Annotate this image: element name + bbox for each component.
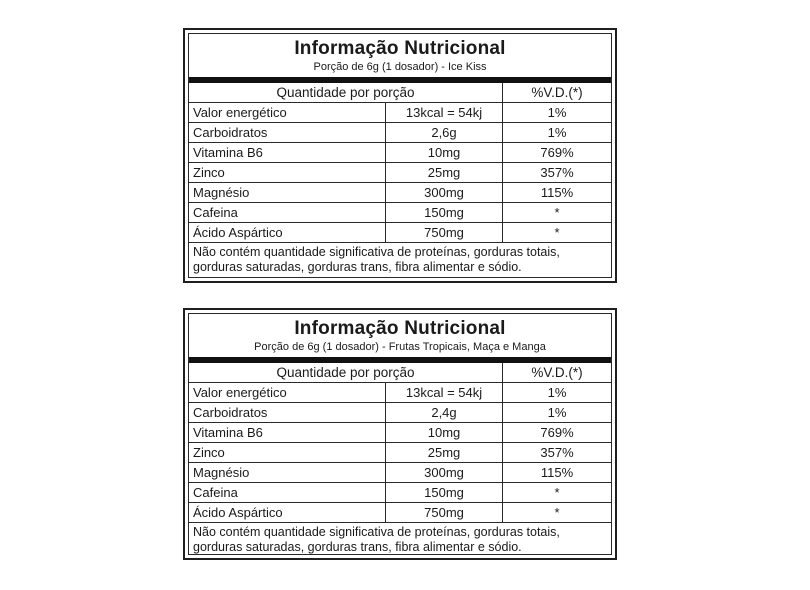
col-header-quantity: Quantidade por porção [189,83,503,102]
nutrient-name: Valor energético [189,103,386,122]
serving-size: Porção de 6g (1 dosador) - Frutas Tropicais, Maça e Manga [254,341,546,353]
label-header [189,34,611,77]
nutrient-dv: * [554,485,560,500]
nutrient-name: Ácido Aspártico [189,223,386,242]
nutrient-name: Carboidratos [189,403,386,422]
nutrient-amount: 25mg [386,163,503,182]
table-row [189,443,611,463]
nutrient-dv: 769% [540,425,574,440]
nutrient-name: Valor energético [189,383,386,402]
nutrient-amount: 2,4g [386,403,503,422]
table-row [189,403,611,423]
table-row [189,503,611,523]
nutrient-dv: 357% [540,165,574,180]
nutrient-name: Vitamina B6 [189,423,386,442]
nutrient-amount: 2,6g [386,123,503,142]
nutrition-label-ice-kiss [183,28,617,283]
label-title: Informação Nutricional [294,38,506,59]
serving-size: Porção de 6g (1 dosador) - Ice Kiss [313,61,487,73]
col-header-dv: %V.D.(*) [531,364,583,380]
nutrient-dv: 115% [540,185,574,200]
table-row [189,123,611,143]
label-header [189,314,611,357]
table-row [189,103,611,123]
table-header-row [189,363,611,383]
nutrient-name: Magnésio [189,463,386,482]
table-header-row [189,83,611,103]
footnote: Não contém quantidade significativa de proteínas, gorduras totais, gorduras saturadas, gorduras trans, fibra alimentar e sódio. [193,245,560,274]
nutrient-amount: 750mg [386,503,503,522]
table-row [189,463,611,483]
table-row [189,423,611,443]
footnote: Não contém quantidade significativa de proteínas, gorduras totais, gorduras saturadas, gorduras trans, fibra alimentar e sódio. [193,525,560,554]
nutrient-amount: 750mg [386,223,503,242]
table-row [189,203,611,223]
nutrient-name: Ácido Aspártico [189,503,386,522]
table-row [189,223,611,243]
nutrient-name: Cafeina [189,203,386,222]
nutrient-amount: 300mg [386,463,503,482]
nutrition-label-frame [188,313,612,555]
nutrition-label-frutas-tropicais [183,308,617,560]
col-header-quantity: Quantidade por porção [189,363,503,382]
nutrient-name: Carboidratos [189,123,386,142]
nutrient-name: Zinco [189,163,386,182]
nutrient-dv: * [554,505,560,520]
nutrient-dv: * [554,205,560,220]
nutrient-dv: * [554,225,560,240]
nutrient-amount: 150mg [386,203,503,222]
nutrient-name: Magnésio [189,183,386,202]
nutrient-amount: 150mg [386,483,503,502]
nutrient-amount: 25mg [386,443,503,462]
nutrient-amount: 13kcal = 54kj [386,103,503,122]
nutrition-label-frame [188,33,612,278]
table-row [189,183,611,203]
label-title: Informação Nutricional [294,318,506,339]
nutrient-dv: 357% [540,445,574,460]
table-row [189,483,611,503]
nutrient-dv: 115% [540,465,574,480]
nutrient-dv: 1% [547,105,567,120]
nutrient-amount: 10mg [386,423,503,442]
table-row [189,163,611,183]
nutrient-name: Vitamina B6 [189,143,386,162]
nutrient-dv: 1% [547,385,567,400]
nutrient-amount: 10mg [386,143,503,162]
table-row [189,143,611,163]
nutrient-amount: 300mg [386,183,503,202]
nutrient-name: Zinco [189,443,386,462]
nutrient-dv: 1% [547,405,567,420]
nutrient-name: Cafeina [189,483,386,502]
nutrient-dv: 769% [540,145,574,160]
table-row [189,383,611,403]
nutrient-amount: 13kcal = 54kj [386,383,503,402]
nutrient-dv: 1% [547,125,567,140]
col-header-dv: %V.D.(*) [531,84,583,100]
